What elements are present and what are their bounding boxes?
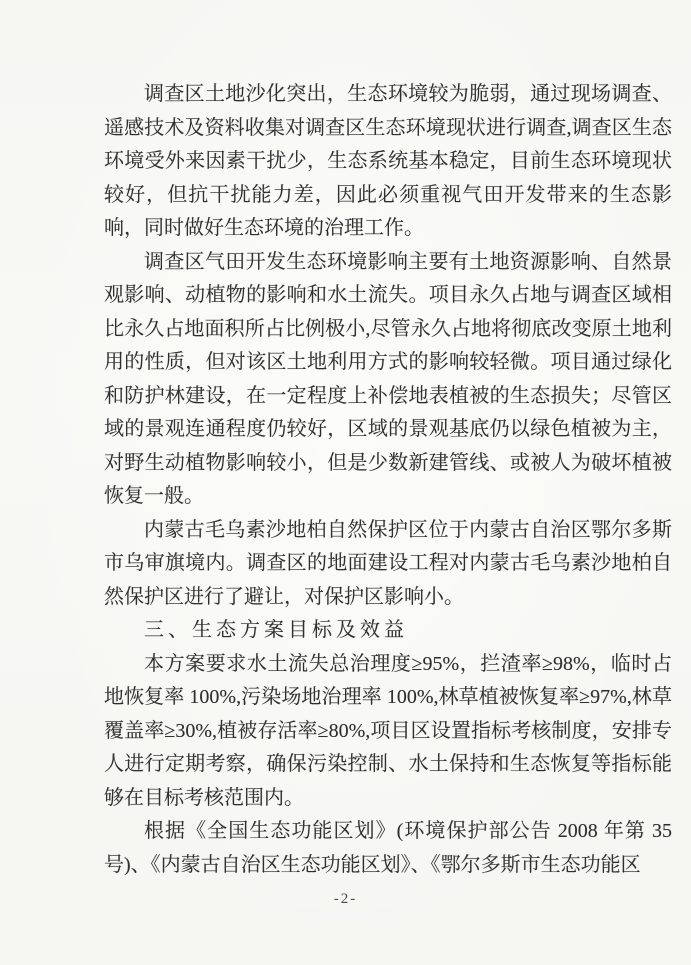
paragraph-nature-reserve: 内蒙古毛乌素沙地柏自然保护区位于内蒙古自治区鄂尔多斯市乌审旗境内。调查区的地面建设工程对内蒙古毛乌素沙地柏自然保护区进行了避让，对保护区影响小。 (104, 518, 672, 608)
paragraph-reference-documents: 根据《全国生态功能区划》(环境保护部公告 2008 年第 35 号)、《内蒙古自治区生态功能区划》、《鄂尔多斯市生态功能区 (104, 820, 672, 876)
paragraph-ecology-status: 调查区土地沙化突出，生态环境较为脆弱，通过现场调查、遥感技术及资料收集对调查区生态环境现状进行调查,调查区生态环境受外来因素干扰少，生态系统基本稳定，目前生态环境现状较好，但抗干扰能力差，因此必须重视气田开发带来的生态影响，同时做好生态环境的治理工作。 (104, 83, 672, 239)
paragraph-targets-indicators: 本方案要求水土流失总治理度≥95%，拦渣率≥98%，临时占地恢复率 100%,污染场地治理率 100%,林草植被恢复率≥97%,林草覆盖率≥30%,植被存活率≥80%,项目区设置指标考核制度，安排专人进行定期考察，确保污染控制、水土保持和生态恢复等指标能够在目标考核范围内。 (104, 652, 672, 809)
document-body (104, 78, 672, 882)
paragraph-impact-overview: 调查区气田开发生态环境影响主要有土地资源影响、自然景观影响、动植物的影响和水土流失。项目永久占地与调查区域相比永久占地面积所占比例极小,尽管永久占地将彻底改变原土地利用的性质，但对该区土地利用方式的影响较轻微。项目通过绿化和防护林建设，在一定程度上补偿地表植被的生态损失；尽管区域的景观连通程度仍较好，区域的景观基底仍以绿色植被为主，对野生动植物影响较小，但是少数新建管线、或被人为破坏植被恢复一般。 (104, 250, 672, 507)
section-heading-eco-plan-goals: 三、生态方案目标及效益 (144, 619, 408, 641)
page-number: -2- (333, 891, 358, 907)
